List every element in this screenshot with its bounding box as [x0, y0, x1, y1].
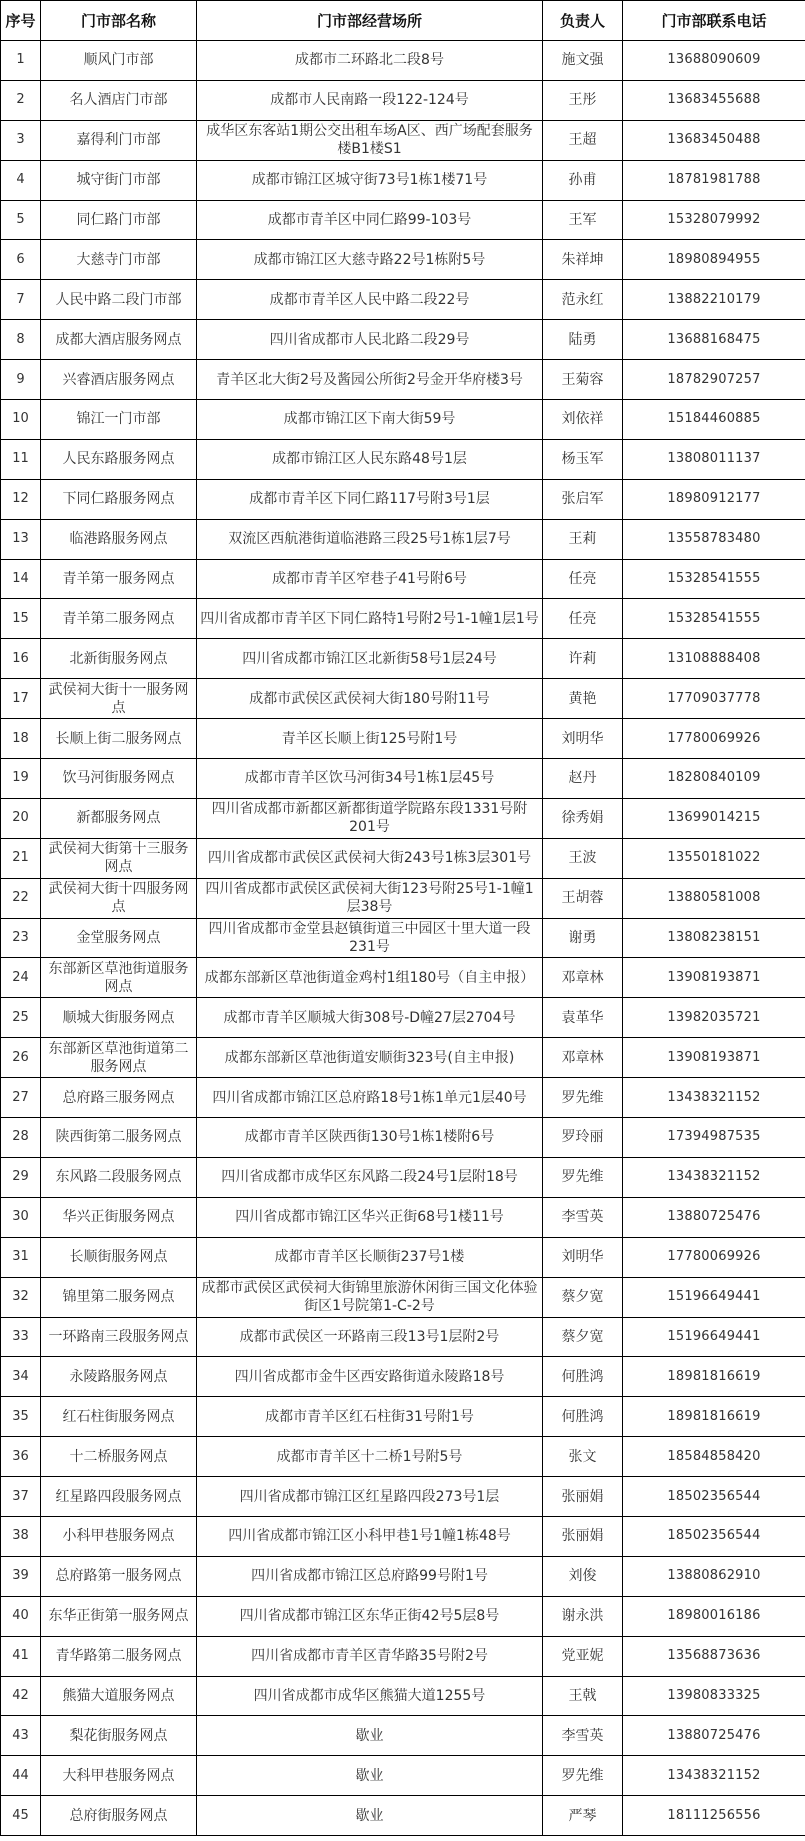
table-row — [1, 1157, 805, 1197]
cell-store-name: 饮马河街服务网点 — [41, 759, 197, 799]
cell-contact-phone: 13908193871 — [623, 958, 805, 998]
cell-manager: 任亮 — [543, 559, 623, 599]
cell-store-address: 四川省成都市武侯区武侯祠大街243号1栋3层301号 — [197, 838, 543, 878]
cell-manager: 张文 — [543, 1437, 623, 1477]
cell-manager: 罗先维 — [543, 1078, 623, 1118]
cell-store-address: 四川省成都市青羊区下同仁路特1号附2号1-1幢1层1号 — [197, 599, 543, 639]
table-row — [1, 360, 805, 400]
cell-manager: 朱祥坤 — [543, 240, 623, 280]
cell-serial-number: 16 — [1, 639, 41, 679]
cell-store-name: 长顺街服务网点 — [41, 1237, 197, 1277]
cell-serial-number: 24 — [1, 958, 41, 998]
cell-contact-phone: 18502356544 — [623, 1516, 805, 1556]
cell-store-name: 总府路三服务网点 — [41, 1078, 197, 1118]
cell-store-address: 四川省成都市金牛区西安路街道永陵路18号 — [197, 1357, 543, 1397]
table-row — [1, 1357, 805, 1397]
cell-store-name: 永陵路服务网点 — [41, 1357, 197, 1397]
table-row — [1, 958, 805, 998]
cell-store-name: 红星路四段服务网点 — [41, 1477, 197, 1517]
cell-contact-phone: 13558783480 — [623, 519, 805, 559]
cell-store-address: 成都市锦江区大慈寺路22号1栋附5号 — [197, 240, 543, 280]
cell-serial-number: 15 — [1, 599, 41, 639]
cell-manager: 王菊容 — [543, 360, 623, 400]
table-row — [1, 1596, 805, 1636]
cell-manager: 王军 — [543, 200, 623, 240]
cell-manager: 王彤 — [543, 80, 623, 120]
cell-contact-phone: 13880725476 — [623, 1197, 805, 1237]
table-row — [1, 160, 805, 200]
cell-store-address: 四川省成都市锦江区红星路四段273号1层 — [197, 1477, 543, 1517]
cell-serial-number: 30 — [1, 1197, 41, 1237]
cell-contact-phone: 17780069926 — [623, 1237, 805, 1277]
cell-serial-number: 4 — [1, 160, 41, 200]
cell-store-address: 成华区东客站1期公交出租车场A区、西广场配套服务楼B1楼S1 — [197, 120, 543, 160]
cell-store-name: 总府街服务网点 — [41, 1796, 197, 1836]
cell-store-name: 武侯祠大街十四服务网点 — [41, 878, 197, 918]
table-row — [1, 719, 805, 759]
cell-manager: 施文强 — [543, 41, 623, 81]
cell-contact-phone: 15196649441 — [623, 1317, 805, 1357]
cell-contact-phone: 13699014215 — [623, 798, 805, 838]
cell-store-name: 顺城大街服务网点 — [41, 998, 197, 1038]
cell-manager: 王戟 — [543, 1676, 623, 1716]
cell-store-address: 成都市二环路北二段8号 — [197, 41, 543, 81]
cell-store-address: 四川省成都市锦江区总府路18号1栋1单元1层40号 — [197, 1078, 543, 1118]
cell-serial-number: 2 — [1, 80, 41, 120]
cell-store-address: 歇业 — [197, 1716, 543, 1756]
cell-manager: 刘俊 — [543, 1556, 623, 1596]
cell-manager: 范永红 — [543, 280, 623, 320]
cell-store-address: 成都市锦江区人民东路48号1层 — [197, 439, 543, 479]
cell-serial-number: 23 — [1, 918, 41, 958]
cell-store-name: 小科甲巷服务网点 — [41, 1516, 197, 1556]
table-row — [1, 599, 805, 639]
cell-contact-phone: 17780069926 — [623, 719, 805, 759]
cell-contact-phone: 13688090609 — [623, 41, 805, 81]
cell-contact-phone: 13880581008 — [623, 878, 805, 918]
table-row — [1, 240, 805, 280]
cell-manager: 谢勇 — [543, 918, 623, 958]
cell-serial-number: 19 — [1, 759, 41, 799]
table-row — [1, 1277, 805, 1317]
cell-store-name: 大慈寺门市部 — [41, 240, 197, 280]
table-row — [1, 479, 805, 519]
cell-contact-phone: 13568873636 — [623, 1636, 805, 1676]
cell-store-name: 红石柱街服务网点 — [41, 1397, 197, 1437]
cell-store-name: 临港路服务网点 — [41, 519, 197, 559]
cell-store-address: 四川省成都市武侯区武侯祠大街123号附25号1-1幢1层38号 — [197, 878, 543, 918]
cell-store-address: 成都市武侯区武侯祠大街180号附11号 — [197, 679, 543, 719]
cell-store-address: 成都市人民南路一段122-124号 — [197, 80, 543, 120]
cell-store-name: 十二桥服务网点 — [41, 1437, 197, 1477]
cell-manager: 蔡夕宽 — [543, 1317, 623, 1357]
header-store-address: 门市部经营场所 — [197, 1, 543, 41]
cell-serial-number: 40 — [1, 1596, 41, 1636]
cell-contact-phone: 13688168475 — [623, 320, 805, 360]
cell-contact-phone: 15184460885 — [623, 400, 805, 440]
cell-serial-number: 36 — [1, 1437, 41, 1477]
cell-store-name: 人民中路二段门市部 — [41, 280, 197, 320]
cell-store-name: 顺风门市部 — [41, 41, 197, 81]
header-serial-number: 序号 — [1, 1, 41, 41]
cell-store-address: 青羊区北大街2号及酱园公所街2号金开华府楼3号 — [197, 360, 543, 400]
cell-serial-number: 17 — [1, 679, 41, 719]
table-row — [1, 519, 805, 559]
cell-store-address: 四川省成都市锦江区东华正街42号5层8号 — [197, 1596, 543, 1636]
table-row — [1, 80, 805, 120]
table-row — [1, 1078, 805, 1118]
cell-serial-number: 41 — [1, 1636, 41, 1676]
cell-manager: 孙甫 — [543, 160, 623, 200]
cell-serial-number: 21 — [1, 838, 41, 878]
table-row — [1, 439, 805, 479]
cell-contact-phone: 18782907257 — [623, 360, 805, 400]
cell-contact-phone: 13108888408 — [623, 639, 805, 679]
cell-serial-number: 12 — [1, 479, 41, 519]
table-row — [1, 41, 805, 81]
cell-manager: 黄艳 — [543, 679, 623, 719]
cell-serial-number: 31 — [1, 1237, 41, 1277]
cell-store-address: 成都市青羊区长顺街237号1楼 — [197, 1237, 543, 1277]
cell-manager: 邓章林 — [543, 1038, 623, 1078]
cell-store-address: 歇业 — [197, 1796, 543, 1836]
header-store-name: 门市部名称 — [41, 1, 197, 41]
cell-store-address: 四川省成都市锦江区总府路99号附1号 — [197, 1556, 543, 1596]
cell-serial-number: 27 — [1, 1078, 41, 1118]
cell-store-address: 四川省成都市青羊区青华路35号附2号 — [197, 1636, 543, 1676]
cell-contact-phone: 13438321152 — [623, 1078, 805, 1118]
cell-contact-phone: 18280840109 — [623, 759, 805, 799]
cell-manager: 王波 — [543, 838, 623, 878]
table-row — [1, 400, 805, 440]
cell-manager: 张启军 — [543, 479, 623, 519]
table-row — [1, 200, 805, 240]
table-row — [1, 1516, 805, 1556]
table-row — [1, 1477, 805, 1517]
cell-store-address: 四川省成都市新都区新都街道学院路东段1331号附201号 — [197, 798, 543, 838]
table-body — [1, 41, 805, 1836]
table-row — [1, 998, 805, 1038]
cell-manager: 李雪英 — [543, 1716, 623, 1756]
table-row — [1, 320, 805, 360]
cell-manager: 王超 — [543, 120, 623, 160]
cell-contact-phone: 18980016186 — [623, 1596, 805, 1636]
cell-serial-number: 29 — [1, 1157, 41, 1197]
cell-contact-phone: 18981816619 — [623, 1397, 805, 1437]
cell-contact-phone: 15328541555 — [623, 559, 805, 599]
table-row — [1, 1676, 805, 1716]
cell-store-name: 东风路二段服务网点 — [41, 1157, 197, 1197]
cell-manager: 刘明华 — [543, 719, 623, 759]
cell-store-name: 武侯祠大街十一服务网点 — [41, 679, 197, 719]
cell-serial-number: 1 — [1, 41, 41, 81]
header-manager: 负责人 — [543, 1, 623, 41]
cell-serial-number: 42 — [1, 1676, 41, 1716]
cell-serial-number: 43 — [1, 1716, 41, 1756]
cell-contact-phone: 13808011137 — [623, 439, 805, 479]
cell-store-name: 锦江一门市部 — [41, 400, 197, 440]
cell-store-name: 武侯祠大街第十三服务网点 — [41, 838, 197, 878]
cell-manager: 严琴 — [543, 1796, 623, 1836]
table-row — [1, 679, 805, 719]
cell-serial-number: 38 — [1, 1516, 41, 1556]
cell-contact-phone: 18502356544 — [623, 1477, 805, 1517]
table-row — [1, 759, 805, 799]
cell-store-address: 成都市锦江区下南大街59号 — [197, 400, 543, 440]
cell-store-address: 成都市青羊区顺城大街308号-D幢27层2704号 — [197, 998, 543, 1038]
cell-serial-number: 33 — [1, 1317, 41, 1357]
header-contact-phone: 门市部联系电话 — [623, 1, 805, 41]
cell-manager: 赵丹 — [543, 759, 623, 799]
table-row — [1, 878, 805, 918]
cell-manager: 何胜鸿 — [543, 1397, 623, 1437]
cell-serial-number: 26 — [1, 1038, 41, 1078]
table-row — [1, 798, 805, 838]
cell-contact-phone: 18584858420 — [623, 1437, 805, 1477]
cell-store-name: 东部新区草池街道服务网点 — [41, 958, 197, 998]
cell-serial-number: 39 — [1, 1556, 41, 1596]
cell-serial-number: 25 — [1, 998, 41, 1038]
table-row — [1, 1636, 805, 1676]
cell-store-name: 长顺上街二服务网点 — [41, 719, 197, 759]
cell-store-address: 成都东部新区草池街道安顺街323号(自主申报) — [197, 1038, 543, 1078]
cell-contact-phone: 13550181022 — [623, 838, 805, 878]
cell-store-name: 名人酒店门市部 — [41, 80, 197, 120]
cell-contact-phone: 13882210179 — [623, 280, 805, 320]
cell-serial-number: 28 — [1, 1118, 41, 1158]
cell-serial-number: 5 — [1, 200, 41, 240]
cell-serial-number: 34 — [1, 1357, 41, 1397]
cell-manager: 罗先维 — [543, 1157, 623, 1197]
cell-store-name: 青华路第二服务网点 — [41, 1636, 197, 1676]
cell-manager: 刘明华 — [543, 1237, 623, 1277]
cell-serial-number: 13 — [1, 519, 41, 559]
cell-serial-number: 14 — [1, 559, 41, 599]
cell-manager: 邓章林 — [543, 958, 623, 998]
table-row — [1, 1756, 805, 1796]
cell-manager: 谢永洪 — [543, 1596, 623, 1636]
cell-contact-phone: 13908193871 — [623, 1038, 805, 1078]
cell-serial-number: 45 — [1, 1796, 41, 1836]
cell-contact-phone: 13880862910 — [623, 1556, 805, 1596]
cell-contact-phone: 17394987535 — [623, 1118, 805, 1158]
cell-store-name: 城守街门市部 — [41, 160, 197, 200]
cell-serial-number: 32 — [1, 1277, 41, 1317]
cell-store-address: 四川省成都市金堂县赵镇街道三中园区十里大道一段231号 — [197, 918, 543, 958]
table-row — [1, 1796, 805, 1836]
table-row — [1, 838, 805, 878]
table-row — [1, 120, 805, 160]
cell-store-address: 成都市青羊区下同仁路117号附3号1层 — [197, 479, 543, 519]
cell-contact-phone: 15328079992 — [623, 200, 805, 240]
cell-serial-number: 9 — [1, 360, 41, 400]
cell-serial-number: 8 — [1, 320, 41, 360]
cell-store-address: 青羊区长顺上街125号附1号 — [197, 719, 543, 759]
table-row — [1, 639, 805, 679]
cell-store-name: 北新街服务网点 — [41, 639, 197, 679]
cell-store-name: 东部新区草池街道第二服务网点 — [41, 1038, 197, 1078]
table-row — [1, 1556, 805, 1596]
cell-store-address: 成都市青羊区十二桥1号附5号 — [197, 1437, 543, 1477]
cell-manager: 袁革华 — [543, 998, 623, 1038]
table-row — [1, 1038, 805, 1078]
cell-store-name: 青羊第二服务网点 — [41, 599, 197, 639]
cell-serial-number: 44 — [1, 1756, 41, 1796]
cell-serial-number: 22 — [1, 878, 41, 918]
cell-store-name: 下同仁路服务网点 — [41, 479, 197, 519]
cell-manager: 许莉 — [543, 639, 623, 679]
cell-store-name: 人民东路服务网点 — [41, 439, 197, 479]
table-row — [1, 1716, 805, 1756]
cell-store-name: 梨花街服务网点 — [41, 1716, 197, 1756]
cell-serial-number: 7 — [1, 280, 41, 320]
cell-store-name: 同仁路门市部 — [41, 200, 197, 240]
cell-store-name: 锦里第二服务网点 — [41, 1277, 197, 1317]
cell-manager: 王莉 — [543, 519, 623, 559]
cell-store-address: 成都市青羊区中同仁路99-103号 — [197, 200, 543, 240]
table-row — [1, 1397, 805, 1437]
table-row — [1, 1118, 805, 1158]
cell-store-address: 四川省成都市锦江区小科甲巷1号1幢1栋48号 — [197, 1516, 543, 1556]
cell-manager: 何胜鸿 — [543, 1357, 623, 1397]
cell-store-address: 成都市武侯区一环路南三段13号1层附2号 — [197, 1317, 543, 1357]
cell-store-address: 四川省成都市锦江区华兴正街68号1楼11号 — [197, 1197, 543, 1237]
cell-contact-phone: 13438321152 — [623, 1756, 805, 1796]
cell-store-address: 成都市青羊区饮马河街34号1栋1层45号 — [197, 759, 543, 799]
cell-manager: 李雪英 — [543, 1197, 623, 1237]
cell-store-address: 成都市武侯区武侯祠大街锦里旅游休闲街三国文化体验街区1号院第1-C-2号 — [197, 1277, 543, 1317]
cell-manager: 刘依祥 — [543, 400, 623, 440]
cell-contact-phone: 13982035721 — [623, 998, 805, 1038]
table-header-row — [1, 1, 805, 41]
cell-store-address: 成都市青羊区陕西街130号1栋1楼附6号 — [197, 1118, 543, 1158]
cell-store-address: 成都市青羊区人民中路二段22号 — [197, 280, 543, 320]
cell-store-address: 四川省成都市成华区东风路二段24号1层附18号 — [197, 1157, 543, 1197]
cell-store-name: 兴睿酒店服务网点 — [41, 360, 197, 400]
cell-store-address: 四川省成都市成华区熊猫大道1255号 — [197, 1676, 543, 1716]
cell-manager: 罗先维 — [543, 1756, 623, 1796]
cell-contact-phone: 13438321152 — [623, 1157, 805, 1197]
table-row — [1, 1197, 805, 1237]
table-row — [1, 559, 805, 599]
cell-store-address: 歇业 — [197, 1756, 543, 1796]
cell-store-name: 金堂服务网点 — [41, 918, 197, 958]
cell-manager: 党亚妮 — [543, 1636, 623, 1676]
cell-store-name: 陕西街第二服务网点 — [41, 1118, 197, 1158]
cell-contact-phone: 13980833325 — [623, 1676, 805, 1716]
cell-manager: 张丽娟 — [543, 1477, 623, 1517]
cell-manager: 王胡蓉 — [543, 878, 623, 918]
cell-store-name: 熊猫大道服务网点 — [41, 1676, 197, 1716]
table-row — [1, 1317, 805, 1357]
cell-store-name: 东华正街第一服务网点 — [41, 1596, 197, 1636]
cell-contact-phone: 15196649441 — [623, 1277, 805, 1317]
cell-manager: 陆勇 — [543, 320, 623, 360]
cell-store-name: 青羊第一服务网点 — [41, 559, 197, 599]
cell-serial-number: 35 — [1, 1397, 41, 1437]
table-row — [1, 1437, 805, 1477]
cell-contact-phone: 18781981788 — [623, 160, 805, 200]
cell-contact-phone: 18981816619 — [623, 1357, 805, 1397]
cell-store-name: 总府路第一服务网点 — [41, 1556, 197, 1596]
cell-serial-number: 18 — [1, 719, 41, 759]
cell-contact-phone: 15328541555 — [623, 599, 805, 639]
cell-manager: 张丽娟 — [543, 1516, 623, 1556]
cell-store-address: 成都市青羊区红石柱街31号附1号 — [197, 1397, 543, 1437]
cell-store-address: 成都市青羊区窄巷子41号附6号 — [197, 559, 543, 599]
cell-serial-number: 11 — [1, 439, 41, 479]
cell-manager: 罗玲丽 — [543, 1118, 623, 1158]
cell-store-address: 四川省成都市锦江区北新街58号1层24号 — [197, 639, 543, 679]
cell-store-name: 新都服务网点 — [41, 798, 197, 838]
table-row — [1, 280, 805, 320]
table-row — [1, 1237, 805, 1277]
cell-store-address: 成都东部新区草池街道金鸡村1组180号（自主申报） — [197, 958, 543, 998]
cell-store-address: 成都市锦江区城守街73号1栋1楼71号 — [197, 160, 543, 200]
cell-contact-phone: 13808238151 — [623, 918, 805, 958]
cell-store-address: 双流区西航港街道临港路三段25号1栋1层7号 — [197, 519, 543, 559]
cell-store-name: 华兴正街服务网点 — [41, 1197, 197, 1237]
cell-store-name: 成都大酒店服务网点 — [41, 320, 197, 360]
table-row — [1, 918, 805, 958]
cell-contact-phone: 18980894955 — [623, 240, 805, 280]
cell-manager: 任亮 — [543, 599, 623, 639]
cell-contact-phone: 13683455688 — [623, 80, 805, 120]
cell-serial-number: 3 — [1, 120, 41, 160]
cell-store-name: 一环路南三段服务网点 — [41, 1317, 197, 1357]
cell-serial-number: 20 — [1, 798, 41, 838]
cell-store-name: 嘉得利门市部 — [41, 120, 197, 160]
cell-serial-number: 10 — [1, 400, 41, 440]
cell-contact-phone: 13880725476 — [623, 1716, 805, 1756]
cell-manager: 杨玉军 — [543, 439, 623, 479]
cell-contact-phone: 13683450488 — [623, 120, 805, 160]
cell-contact-phone: 18111256556 — [623, 1796, 805, 1836]
cell-manager: 蔡夕宽 — [543, 1277, 623, 1317]
cell-store-address: 四川省成都市人民北路二段29号 — [197, 320, 543, 360]
cell-serial-number: 37 — [1, 1477, 41, 1517]
cell-manager: 徐秀娟 — [543, 798, 623, 838]
cell-contact-phone: 18980912177 — [623, 479, 805, 519]
cell-store-name: 大科甲巷服务网点 — [41, 1756, 197, 1796]
cell-contact-phone: 17709037778 — [623, 679, 805, 719]
cell-serial-number: 6 — [1, 240, 41, 280]
